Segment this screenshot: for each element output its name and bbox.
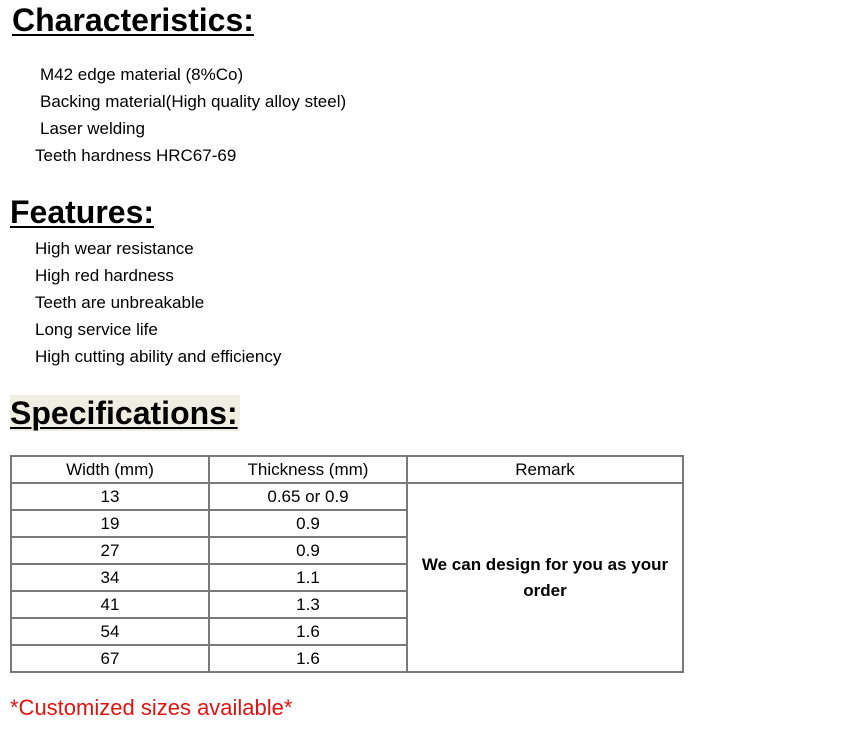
- list-item: M42 edge material (8%Co): [40, 65, 244, 84]
- characteristics-list: [0, 61, 346, 169]
- list-item: Teeth hardness HRC67-69: [35, 146, 237, 165]
- width-cell: 19: [11, 510, 209, 537]
- list-item: Laser welding: [40, 119, 145, 138]
- remark-cell: We can design for you as your order: [407, 483, 683, 672]
- list-item: Long service life: [35, 320, 158, 339]
- list-item: High wear resistance: [35, 239, 194, 258]
- thickness-cell: 1.6: [209, 645, 407, 672]
- table-header-row: [11, 456, 683, 483]
- features-heading: Features:: [10, 194, 155, 230]
- column-header-thickness: Thickness (mm): [209, 456, 407, 483]
- specifications-heading-text: Specifications:: [10, 395, 238, 431]
- thickness-cell: 1.3: [209, 591, 407, 618]
- table-row: [11, 483, 683, 510]
- list-item: High cutting ability and efficiency: [35, 347, 282, 366]
- column-header-width: Width (mm): [11, 456, 209, 483]
- features-list: [0, 235, 281, 370]
- column-header-remark: Remark: [407, 456, 683, 483]
- thickness-cell: 0.9: [209, 537, 407, 564]
- width-cell: 13: [11, 483, 209, 510]
- characteristics-heading: Characteristics:: [12, 2, 254, 38]
- list-item: Backing material(High quality alloy steel): [40, 92, 347, 111]
- width-cell: 34: [11, 564, 209, 591]
- specifications-table: [10, 455, 684, 673]
- width-cell: 27: [11, 537, 209, 564]
- thickness-cell: 1.6: [209, 618, 407, 645]
- width-cell: 67: [11, 645, 209, 672]
- list-item: High red hardness: [35, 266, 174, 285]
- width-cell: 54: [11, 618, 209, 645]
- width-cell: 41: [11, 591, 209, 618]
- customized-sizes-note: *Customized sizes available*: [10, 695, 293, 720]
- thickness-cell: 1.1: [209, 564, 407, 591]
- specifications-heading: [10, 395, 240, 431]
- thickness-cell: 0.9: [209, 510, 407, 537]
- list-item: Teeth are unbreakable: [35, 293, 205, 312]
- thickness-cell: 0.65 or 0.9: [209, 483, 407, 510]
